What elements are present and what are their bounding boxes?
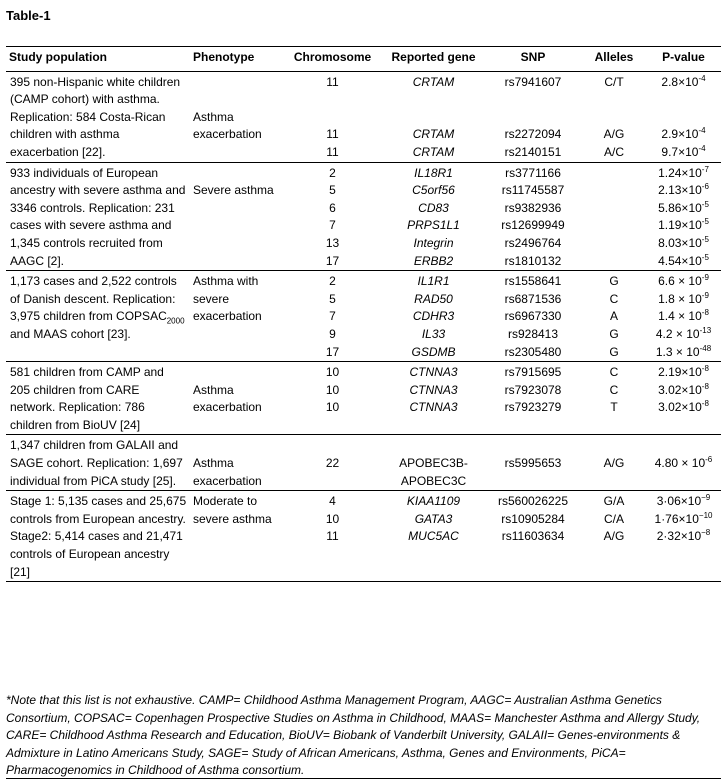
table-footnote: *Note that this list is not exhaustive. CAMP= Childhood Asthma Management Program, AAGC= Australian Asthma Genetics Consortium, COPSAC= Copenhagen Prospective Studies on Asthma in Childhood, MAAS= Manchester Asthma and Allergy Study, CARE= Childhood Asthma Research and Education, BioUV= Biobank of Vanderbilt University, GALAII= Genes-environments & Admixture in Latino Americans Study, SAGE= Study of African Americans, Asthma, Genes and Environments, PiCA= Pharmacogenomics in Childhood of Asthma consortium. — [6, 693, 701, 778]
p-value-exponent: -8 — [701, 308, 709, 318]
chromosome-cell — [282, 491, 383, 582]
alleles-value: C — [609, 365, 619, 380]
p-value-exponent: -6 — [701, 182, 709, 192]
header-reported-gene: Reported gene — [383, 47, 484, 72]
p-value — [649, 364, 718, 382]
snp-cell — [484, 362, 582, 435]
gene-value: IL1R1 — [417, 274, 450, 289]
alleles-value: A/G — [603, 127, 625, 142]
study-population-subscript: 2000 — [166, 316, 185, 326]
p-value-exponent: -48 — [699, 343, 712, 353]
snp-value: rs10905284 — [501, 511, 565, 526]
p-value — [649, 235, 718, 253]
alleles-value: C — [609, 291, 619, 306]
table-row — [6, 491, 721, 582]
gene-value: CDHR3 — [412, 309, 455, 324]
p-value-mantissa: 1.3 × 10 — [655, 344, 700, 359]
chromosome-value: 10 — [325, 511, 340, 526]
p-value-exponent: -8 — [701, 364, 709, 374]
gene-value: GSDMB — [411, 344, 456, 359]
p-value — [649, 144, 718, 162]
chromosome-value: 17 — [325, 253, 340, 268]
chromosome-value: 2 — [329, 274, 336, 289]
p-value-mantissa: 5.86×10 — [658, 200, 702, 215]
p-value-exponent: −10 — [698, 510, 713, 520]
p-value-mantissa: 9.7×10 — [661, 144, 699, 159]
study-population-cell — [6, 162, 190, 271]
chromosome-cell — [282, 162, 383, 271]
header-chromosome: Chromosome — [282, 47, 383, 72]
gene-cell — [383, 362, 484, 435]
p-value-mantissa: 4.80 × 10 — [654, 456, 706, 471]
alleles-cell — [582, 362, 646, 435]
phenotype-text: Asthma exacerbation — [193, 382, 262, 415]
gene-cell — [383, 71, 484, 162]
chromosome-value: 10 — [325, 382, 340, 397]
p-value-mantissa: 2.8×10 — [661, 74, 699, 89]
p-value-mantissa: 1.19×10 — [658, 218, 702, 233]
study-population-text: 1,347 children from GALAII and SAGE cohort. Replication: 1,697 individual from PiCA study [25]. — [10, 438, 183, 488]
p-value-exponent: -9 — [701, 290, 709, 300]
study-population-text: Stage 1: 5,135 cases and 25,675 controls from European ancestry. Stage2: 5,414 cases and 21,471 controls of European ancestry [21] — [10, 494, 187, 579]
alleles-value: A/G — [603, 456, 625, 471]
p-value-exponent: -4 — [698, 143, 706, 153]
p-value — [649, 326, 718, 344]
study-population-text: 395 non-Hispanic white children (CAMP cohort) with asthma. Replication: 584 Costa-Rican children with asthma exacerbation [22]. — [10, 74, 181, 159]
alleles-cell — [582, 162, 646, 271]
snp-cell — [484, 435, 582, 491]
table-row — [6, 271, 721, 362]
p-value-mantissa: 1·76×10 — [654, 511, 699, 526]
alleles-value: T — [610, 400, 618, 415]
p-value — [649, 126, 718, 144]
p-value-mantissa: 4.54×10 — [658, 253, 702, 268]
gene-value: IL18R1 — [414, 165, 453, 180]
table-row — [6, 362, 721, 435]
gene-cell — [383, 162, 484, 271]
gene-value: PRPS1L1 — [407, 218, 460, 233]
p-value-exponent: -5 — [701, 252, 709, 262]
gene-value: CD83 — [418, 200, 449, 215]
gene-value: CRTAM — [412, 127, 455, 142]
chromosome-value: 6 — [329, 200, 336, 215]
p-value-exponent: −8 — [701, 528, 711, 538]
gene-value: C5orf56 — [412, 183, 455, 198]
phenotype-cell — [190, 271, 282, 362]
phenotype-cell — [190, 491, 282, 582]
chromosome-value: 11 — [326, 127, 339, 142]
study-population-text-part: 1,173 cases and 2,522 controls of Danish descent. Replication: 3,975 children from COPSAC — [10, 274, 177, 324]
p-value — [649, 511, 718, 529]
study-population-text: 933 individuals of European ancestry with severe asthma and 3346 controls. Replication: 231 cases with severe asthma and 1,345 controls recruited from AAGC [2]. — [10, 165, 186, 268]
alleles-cell — [582, 71, 646, 162]
snp-cell — [484, 491, 582, 582]
chromosome-value: 5 — [329, 183, 336, 198]
snp-value: rs560026225 — [497, 494, 569, 509]
chromosome-value: 9 — [329, 326, 336, 341]
phenotype-text: Asthma exacerbation — [193, 456, 262, 488]
p-value-exponent: -4 — [698, 126, 706, 136]
phenotype-text: Severe asthma — [193, 183, 274, 198]
table-body — [6, 71, 721, 582]
gene-value: IL33 — [421, 326, 446, 341]
snp-value: rs2272094 — [504, 127, 562, 142]
header-phenotype: Phenotype — [190, 47, 282, 72]
alleles-value: G — [609, 344, 619, 359]
p-value — [649, 74, 718, 92]
gene-cell — [383, 435, 484, 491]
p-value — [649, 253, 718, 271]
footnote-divider — [6, 778, 721, 779]
snp-cell — [484, 71, 582, 162]
snp-value: rs928413 — [507, 326, 559, 341]
p-value-exponent: -6 — [705, 455, 713, 465]
p-value-mantissa: 2.13×10 — [658, 183, 702, 198]
p-value-cell — [646, 71, 721, 162]
gene-cell — [383, 491, 484, 582]
alleles-value: C/A — [603, 511, 624, 526]
chromosome-value: 17 — [325, 344, 340, 359]
gene-value: CTNNA3 — [409, 400, 458, 415]
p-value-mantissa: 3.02×10 — [658, 382, 702, 397]
snp-value: rs6967330 — [504, 309, 562, 324]
snp-value: rs11745587 — [501, 183, 565, 198]
snp-value: rs7915695 — [504, 365, 562, 380]
p-value-mantissa: 2.19×10 — [658, 365, 702, 380]
phenotype-cell — [190, 162, 282, 271]
p-value-cell — [646, 491, 721, 582]
p-value-exponent: -5 — [701, 234, 709, 244]
chromosome-cell — [282, 271, 383, 362]
chromosome-value: 2 — [329, 165, 336, 180]
p-value-mantissa: 2·32×10 — [656, 529, 702, 544]
gene-value: Integrin — [413, 235, 454, 250]
snp-value: rs7941607 — [504, 74, 562, 89]
gene-value: RAD50 — [414, 291, 453, 306]
p-value-mantissa: 3.02×10 — [658, 400, 702, 415]
alleles-value: C — [609, 382, 619, 397]
chromosome-value: 11 — [326, 529, 339, 544]
snp-value: rs11603634 — [501, 529, 565, 544]
snp-value: rs6871536 — [504, 291, 562, 306]
phenotype-cell — [190, 435, 282, 491]
gene-value: CTNNA3 — [409, 365, 458, 380]
alleles-value: C/T — [604, 74, 624, 89]
p-value-cell — [646, 362, 721, 435]
p-value-exponent: -13 — [699, 325, 712, 335]
gene-value: GATA3 — [414, 511, 453, 526]
table-title: Table-1 — [6, 8, 51, 23]
snp-value: rs5995653 — [504, 456, 562, 471]
gene-value: CRTAM — [412, 74, 455, 89]
p-value-cell — [646, 435, 721, 491]
study-population-cell — [6, 435, 190, 491]
header-study-population: Study population — [6, 47, 190, 72]
chromosome-value: 11 — [326, 144, 339, 159]
snp-value: rs7923078 — [504, 382, 562, 397]
p-value — [649, 399, 718, 417]
p-value — [649, 308, 718, 326]
p-value-exponent: -9 — [701, 273, 709, 283]
chromosome-value: 5 — [329, 291, 336, 306]
study-population-cell — [6, 71, 190, 162]
p-value — [649, 165, 718, 183]
chromosome-cell — [282, 71, 383, 162]
p-value-exponent: -5 — [701, 217, 709, 227]
table-row — [6, 71, 721, 162]
p-value-cell — [646, 271, 721, 362]
p-value — [649, 291, 718, 309]
phenotype-text: Asthma with severe exacerbation — [193, 274, 262, 324]
snp-value: rs12699949 — [501, 218, 565, 233]
alleles-value: A/G — [603, 529, 625, 544]
alleles-cell — [582, 491, 646, 582]
gene-value: CRTAM — [412, 144, 455, 159]
snp-value: rs7923279 — [504, 400, 562, 415]
gene-value: KIAA1109 — [406, 494, 461, 509]
p-value — [649, 493, 718, 511]
phenotype-text: Moderate to severe asthma — [193, 494, 272, 526]
phenotype-cell — [190, 71, 282, 162]
alleles-value: A/C — [603, 144, 624, 159]
header-alleles: Alleles — [582, 47, 646, 72]
snp-value: rs1810132 — [504, 253, 562, 268]
chromosome-value: 4 — [329, 494, 336, 509]
study-population-cell — [6, 271, 190, 362]
chromosome-value: 10 — [325, 400, 340, 415]
gene-cell — [383, 271, 484, 362]
phenotype-cell — [190, 362, 282, 435]
p-value-exponent: -7 — [701, 164, 709, 174]
p-value — [649, 455, 718, 473]
p-value-mantissa: 8.03×10 — [658, 235, 702, 250]
snp-value: rs2140151 — [504, 144, 562, 159]
p-value-mantissa: 6.6 × 10 — [658, 274, 702, 289]
snp-cell — [484, 162, 582, 271]
p-value — [649, 528, 718, 546]
snp-value: rs9382936 — [504, 200, 562, 215]
chromosome-value: 22 — [325, 456, 340, 471]
study-population-cell — [6, 491, 190, 582]
chromosome-cell — [282, 362, 383, 435]
gene-value: CTNNA3 — [409, 382, 458, 397]
chromosome-value: 7 — [329, 309, 336, 324]
table-row — [6, 162, 721, 271]
p-value-exponent: −9 — [701, 493, 711, 503]
snp-value: rs2496764 — [504, 235, 562, 250]
alleles-value: G — [609, 274, 619, 289]
study-population-text — [10, 274, 185, 341]
p-value-exponent: -4 — [698, 73, 706, 83]
snp-value: rs3771166 — [505, 165, 561, 180]
table-row — [6, 435, 721, 491]
study-population-text: 581 children from CAMP and 205 children from CARE network. Replication: 786 children from BioUV [24] — [10, 365, 164, 432]
header-snp: SNP — [484, 47, 582, 72]
p-value — [649, 182, 718, 200]
chromosome-value: 7 — [329, 218, 336, 233]
p-value — [649, 344, 718, 362]
p-value-mantissa: 3·06×10 — [656, 494, 702, 509]
alleles-cell — [582, 271, 646, 362]
p-value-mantissa: 2.9×10 — [661, 127, 699, 142]
p-value-mantissa: 4.2 × 10 — [655, 326, 700, 341]
alleles-value: A — [609, 309, 618, 324]
chromosome-cell — [282, 435, 383, 491]
p-value-mantissa: 1.4 × 10 — [658, 309, 702, 324]
alleles-value: G/A — [603, 494, 625, 509]
chromosome-value: 11 — [326, 74, 339, 89]
snp-value: rs2305480 — [504, 344, 562, 359]
chromosome-value: 13 — [325, 235, 340, 250]
alleles-cell — [582, 435, 646, 491]
p-value — [649, 217, 718, 235]
chromosome-value: 10 — [325, 365, 340, 380]
gene-value: APOBEC3B-APOBEC3C — [399, 456, 468, 488]
snp-cell — [484, 271, 582, 362]
p-value — [649, 273, 718, 291]
gwas-table — [6, 46, 721, 582]
p-value-mantissa: 1.8 × 10 — [658, 291, 702, 306]
gene-value: MUC5AC — [408, 529, 459, 544]
header-p-value: P-value — [646, 47, 721, 72]
p-value — [649, 200, 718, 218]
p-value-exponent: -8 — [701, 399, 709, 409]
study-population-text-part: and MAAS cohort [23]. — [10, 326, 131, 341]
phenotype-text: Asthma exacerbation — [193, 109, 262, 142]
p-value-mantissa: 1.24×10 — [658, 165, 702, 180]
gene-value: ERBB2 — [413, 253, 454, 268]
study-population-cell — [6, 362, 190, 435]
snp-value: rs1558641 — [504, 274, 562, 289]
alleles-value: G — [609, 326, 619, 341]
p-value-cell — [646, 162, 721, 271]
p-value — [649, 382, 718, 400]
p-value-exponent: -5 — [701, 199, 709, 209]
p-value-exponent: -8 — [701, 381, 709, 391]
table-header-row — [6, 47, 721, 72]
